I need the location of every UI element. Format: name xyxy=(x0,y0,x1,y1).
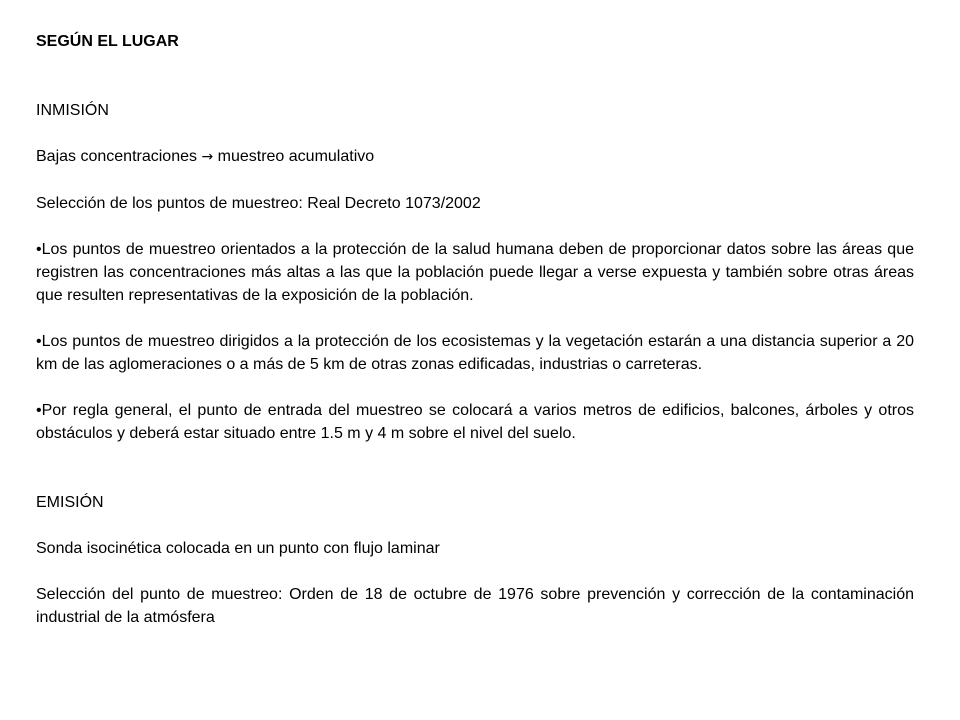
bullet-text: Por regla general, el punto de entrada del muestreo se colocará a varios metros de edificios, balcones, árboles y otros obstáculos y deberá estar situado entre 1.5 m y 4 m sobre el nivel del suelo. xyxy=(36,402,914,442)
concentrations-text: Bajas concentraciones xyxy=(36,148,197,165)
emision-line-probe: Sonda isocinética colocada en un punto con flujo laminar xyxy=(36,540,440,557)
inmision-section xyxy=(36,99,914,445)
page-title: SEGÚN EL LUGAR xyxy=(36,33,179,50)
emision-line-selection: Selección del punto de muestreo: Orden de 18 de octubre de 1976 sobre prevención y corrección de la contaminación industrial de la atmósfera xyxy=(36,586,914,626)
bullet-icon: • xyxy=(36,402,42,419)
bullet-icon: • xyxy=(36,333,42,350)
bullet-text: Los puntos de muestreo orientados a la protección de la salud humana deben de proporcionar datos sobre las áreas que registren las concentraciones más altas a las que la población puede llegar a verse expuesta y también sobre otras áreas que resulten representativas de la exposición de la población. xyxy=(36,241,914,304)
right-arrow-icon: → xyxy=(201,149,214,165)
inmision-line-selection: Selección de los puntos de muestreo: Real Decreto 1073/2002 xyxy=(36,195,481,212)
bullet-item-health xyxy=(36,238,914,307)
bullet-item-ecosystems xyxy=(36,330,914,376)
bullet-item-general-rule xyxy=(36,399,914,445)
slide-content xyxy=(36,30,914,629)
emision-heading: EMISIÓN xyxy=(36,494,104,511)
inmision-line-concentrations xyxy=(36,145,914,169)
bullet-text: Los puntos de muestreo dirigidos a la protección de los ecosistemas y la vegetación estarán a una distancia superior a 20 km de las aglomeraciones o a más de 5 km de otras zonas edificadas, industrias o carreteras. xyxy=(36,333,914,373)
inmision-heading: INMISIÓN xyxy=(36,102,109,119)
bullet-icon: • xyxy=(36,241,42,258)
sampling-type-text: muestreo acumulativo xyxy=(217,148,375,165)
emision-section xyxy=(36,491,914,629)
